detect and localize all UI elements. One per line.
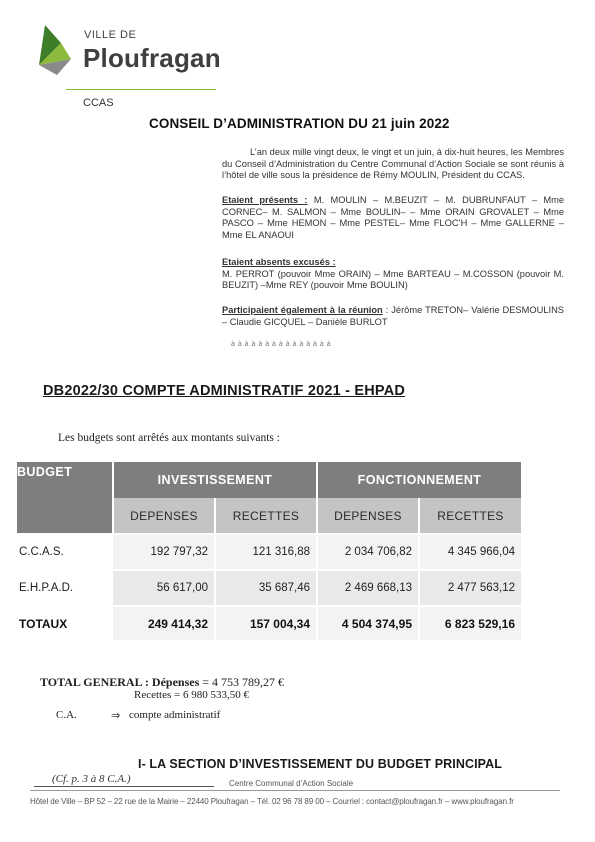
deliberation-title: DB2022/30 COMPTE ADMINISTRATIF 2021 - EHPAD bbox=[43, 383, 406, 399]
row-label: C.C.A.S. bbox=[17, 534, 113, 570]
arrow-right-icon: ⇒ bbox=[111, 710, 121, 722]
ca-abbr: C.A. bbox=[56, 709, 77, 721]
ploufragan-leaf-logo-icon bbox=[37, 25, 73, 77]
participants-text: : Jérôme TRETON– Valérie DESMOULINS – Claudie GICQUEL – Danièle BURLOT bbox=[222, 305, 564, 327]
ca-description: compte administratif bbox=[129, 709, 221, 721]
cell-inv-dep: 56 617,00 bbox=[113, 570, 215, 606]
ville-de-label: VILLE DE bbox=[84, 29, 137, 41]
table-row bbox=[17, 534, 521, 570]
cf-reference: (Cf. p. 3 à 8 C.A.) bbox=[52, 773, 131, 785]
cell-fon-rec: 2 477 563,12 bbox=[447, 582, 515, 594]
total-recettes-label: Recettes bbox=[134, 689, 172, 701]
table-row bbox=[17, 570, 521, 606]
footer-rule bbox=[30, 790, 560, 791]
sub-recettes-fon: RECETTES bbox=[419, 498, 521, 534]
intro-text: L’an deux mille vingt deux, le vingt et un juin, à dix-huit heures, les Membres du Conseil d’Administration du Centre Communal d’Action Sociale se sont réunis à l’hôtel de ville sous la présidence de Rémy MOULIN, Président du CCAS. bbox=[222, 147, 564, 180]
absents-label: Etaient absents excusés : bbox=[222, 257, 336, 267]
total-inv-dep: 249 414,32 bbox=[113, 606, 215, 640]
section-title: I- LA SECTION D’INVESTISSEMENT DU BUDGET PRINCIPAL bbox=[138, 757, 503, 771]
total-general bbox=[40, 675, 284, 690]
total-recettes-value: = 6 980 533,50 € bbox=[174, 689, 249, 701]
header-budget: BUDGET bbox=[17, 462, 113, 534]
sub-recettes-inv: RECETTES bbox=[215, 498, 317, 534]
absents-paragraph bbox=[222, 257, 564, 292]
city-name: Ploufragan bbox=[83, 43, 221, 73]
conseil-title: CONSEIL D’ADMINISTRATION DU 21 juin 2022 bbox=[149, 116, 450, 131]
ccas-label: CCAS bbox=[83, 97, 114, 109]
cell-fon-dep: 2 469 668,13 bbox=[317, 570, 419, 606]
header-investissement: INVESTISSEMENT bbox=[113, 462, 317, 498]
total-recettes bbox=[134, 689, 249, 701]
header-fonctionnement: FONCTIONNEMENT bbox=[317, 462, 521, 498]
cell-inv-rec: 35 687,46 bbox=[215, 570, 317, 606]
total-fon-rec: 6 823 529,16 bbox=[444, 616, 515, 631]
cell-fon-rec: 4 345 966,04 bbox=[447, 546, 515, 558]
ca-definition bbox=[56, 709, 221, 722]
absents-text: M. PERROT (pouvoir Mme ORAIN) – Mme BARTEAU – M.COSSON (pouvoir M. BEUZIT) –Mme REY (pouvoir Mme BOULIN) bbox=[222, 268, 564, 290]
budget-table bbox=[17, 462, 521, 640]
intro-paragraph bbox=[222, 147, 564, 182]
centre-label: Centre Communal d’Action Sociale bbox=[229, 779, 354, 788]
cf-underline bbox=[34, 786, 214, 787]
total-row bbox=[17, 606, 521, 640]
separator-dots: à à à à à à à à à à à à à à à bbox=[231, 341, 332, 348]
total-inv-rec: 157 004,34 bbox=[215, 606, 317, 640]
cell-inv-rec: 121 316,88 bbox=[215, 534, 317, 570]
cell-fon-dep: 2 034 706,82 bbox=[317, 534, 419, 570]
participants-label: Participaient également à la réunion bbox=[222, 305, 383, 315]
presents-label: Etaient présents : bbox=[222, 195, 308, 205]
footer-address: Hôtel de Ville – BP 52 – 22 rue de la Mairie – 22440 Ploufragan – Tél. 02 96 78 89 00 – Courriel : contact@ploufragan.fr – www.ploufragan.fr bbox=[30, 797, 514, 806]
header-rule bbox=[66, 89, 216, 90]
presents-text: M. MOULIN – M.BEUZIT – M. DUBRUNFAUT – Mme CORNEC– M. SALMON – Mme BOULIN– – Mme ORAIN GROVALET – Mme PASCO – Mme HEMON – Mme PESTEL– Mme FLOC’H – Mme GALLERNE – Mme EL ANAOUI bbox=[222, 195, 564, 240]
row-label: E.H.P.A.D. bbox=[17, 570, 113, 606]
total-general-label: TOTAL GENERAL : Dépenses bbox=[40, 675, 200, 689]
cell-inv-dep: 192 797,32 bbox=[113, 534, 215, 570]
total-general-value: = 4 753 789,27 € bbox=[202, 675, 285, 689]
presents-paragraph bbox=[222, 195, 564, 241]
sub-depenses-fon: DEPENSES bbox=[317, 498, 419, 534]
sub-depenses-inv: DEPENSES bbox=[113, 498, 215, 534]
total-fon-dep: 4 504 374,95 bbox=[317, 606, 419, 640]
budgets-intro: Les budgets sont arrêtés aux montants suivants : bbox=[58, 432, 280, 444]
total-label: TOTAUX bbox=[17, 606, 113, 640]
participants-paragraph bbox=[222, 305, 564, 328]
